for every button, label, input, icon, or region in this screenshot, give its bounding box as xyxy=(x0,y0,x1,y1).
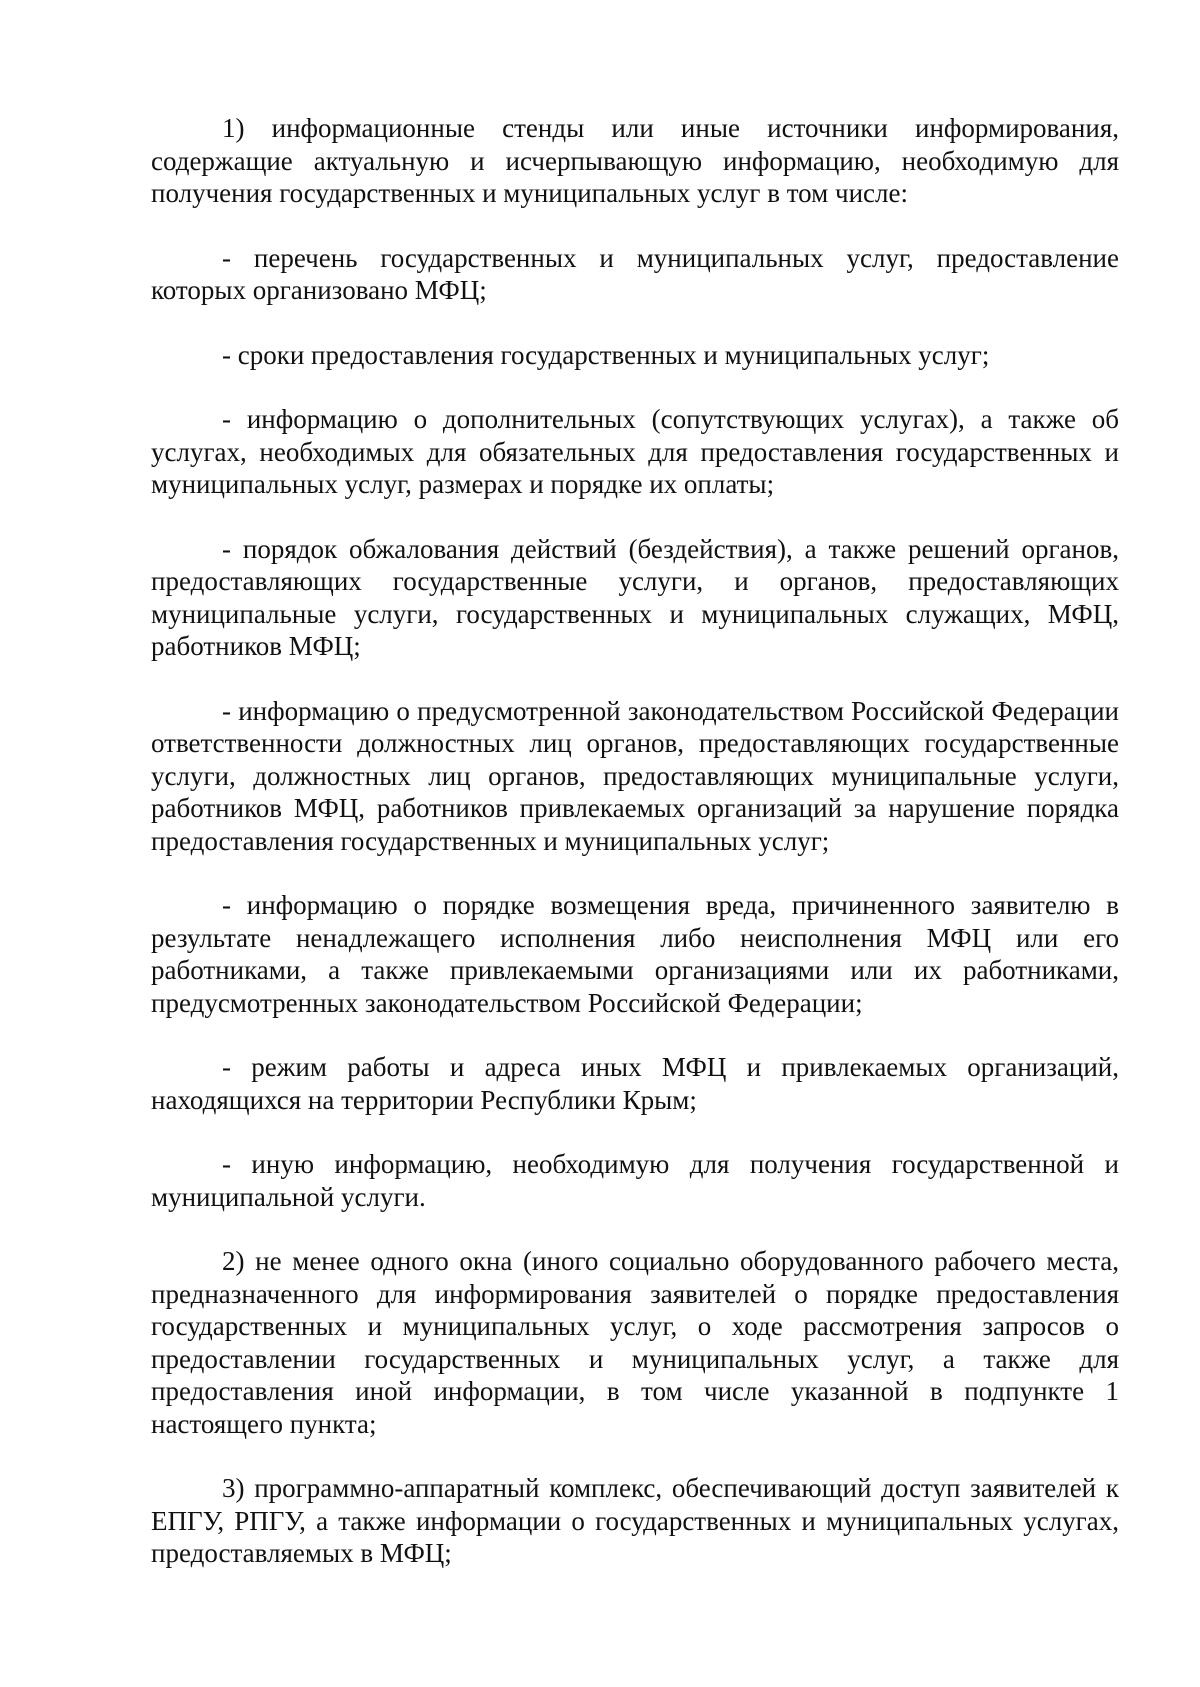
paragraph-1-information-stands: 1) информационные стенды или иные источники информирования, содержащие актуальную и исчерпывающую информацию, необходимую для получения государственных и муниципальных услуг в том числе: xyxy=(151,113,1119,208)
paragraph-3-software-complex: 3) программно-аппаратный комплекс, обеспечивающий доступ заявителей к ЕПГУ, РПГУ, а также информации о государственных и муниципальных услугах, предоставляемых в МФЦ; xyxy=(151,1473,1119,1568)
paragraph-2-information-window: 2) не менее одного окна (иного социально оборудованного рабочего места, предназначенного для информирования заявителей о порядке предоставления государственных и муниципальных услуг, о ходе рассмотрения запросов о предоставлении государственных и муниципальных услуг, а также для предоставления иной информации, в том числе указанной в подпункте 1 настоящего пункта; xyxy=(151,1246,1119,1439)
paragraph-additional-services: - информацию о дополнительных (сопутствующих услугах), а также об услугах, необходимых для обязательных для предоставления государственных и муниципальных услуг, размерах и порядке их оплаты; xyxy=(151,404,1119,499)
paragraph-service-terms: - сроки предоставления государственных и муниципальных услуг; xyxy=(222,339,990,370)
paragraph-damage-compensation: - информацию о порядке возмещения вреда, причиненного заявителю в результате ненадлежащего исполнения либо неисполнения МФЦ или его работниками, а также привлекаемыми организациями или их работниками, предусмотренных законодательством Российской Федерации; xyxy=(151,890,1119,1018)
paragraph-appeal-procedure: - порядок обжалования действий (бездействия), а также решений органов, предоставляющих государственные услуги, и органов, предоставляющих муниципальные услуги, государственных и муниципальных служащих, МФЦ, работников МФЦ; xyxy=(151,533,1119,661)
paragraph-liability: - информацию о предусмотренной законодательством Российской Федерации ответственности должностных лиц органов, предоставляющих государственные услуги, должностных лиц органов, предоставляющих муниципальные услуги, работников МФЦ, работников привлекаемых организаций за нарушение порядка предоставления государственных и муниципальных услуг; xyxy=(151,695,1119,856)
paragraph-working-hours: - режим работы и адреса иных МФЦ и привлекаемых организаций, находящихся на территории Республики Крым; xyxy=(151,1052,1119,1115)
paragraph-services-list: - перечень государственных и муниципальных услуг, предоставление которых организовано МФЦ; xyxy=(151,242,1119,305)
paragraph-other-information: - иную информацию, необходимую для получения государственной и муниципальной услуги. xyxy=(151,1149,1119,1212)
document-body xyxy=(151,112,1119,1570)
